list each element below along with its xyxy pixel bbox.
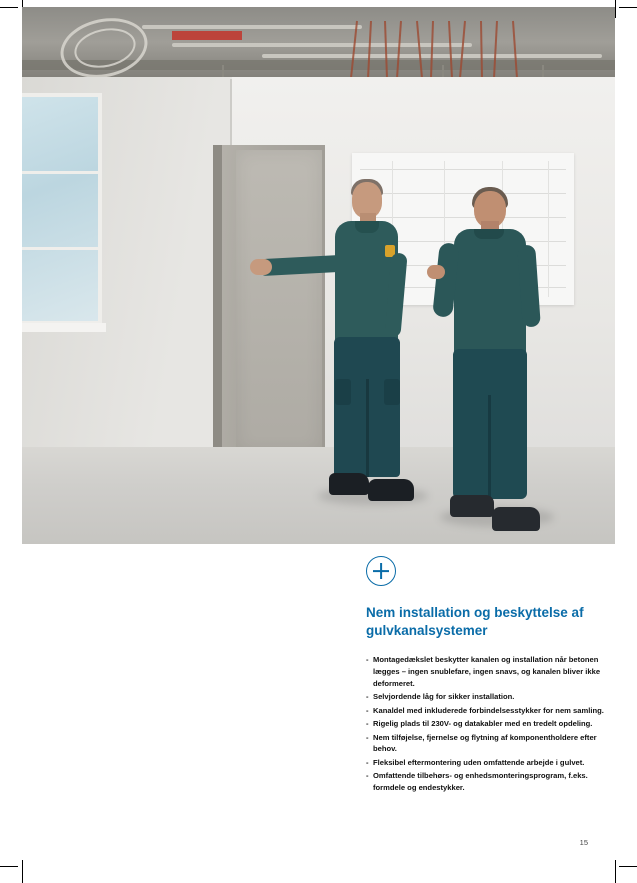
worker-shoe — [329, 473, 369, 495]
list-item: - Fleksibel eftermontering uden omfattende arbejde i gulvet. — [366, 757, 604, 769]
worker-shoe — [492, 507, 540, 531]
worker-collar — [474, 229, 504, 239]
worker-trouser-pocket — [384, 379, 400, 405]
worker-shoe — [450, 495, 494, 517]
list-item: - Montagedækslet beskytter kanalen og installation når betonen lægges – ingen snublefare, ingen snavs, og kanalen bliver ikke deformeret. — [366, 654, 604, 689]
list-item: - Rigelig plads til 230V- og datakabler med en tredelt opdeling. — [366, 718, 604, 730]
worker-hand — [250, 259, 272, 275]
worker-shoe — [368, 479, 414, 501]
red-ceiling-marker — [172, 31, 242, 40]
concrete-wall-panel-face — [236, 150, 322, 452]
crop-mark-right-bottom — [615, 860, 616, 883]
feature-list — [366, 654, 604, 793]
section-headline: Nem installation og beskyttelse af gulvkanalsystemer — [366, 605, 584, 639]
hero-photo — [22, 7, 615, 544]
list-item: - Nem tilføjelse, fjernelse og flytning af komponentholdere efter behov. — [366, 732, 604, 755]
crop-mark-right-top — [615, 0, 616, 18]
list-item: - Selvjordende låg for sikker installation. — [366, 691, 604, 703]
crop-mark-top-right — [619, 7, 637, 8]
worker-leg-seam — [366, 379, 369, 477]
window-sill — [22, 323, 106, 332]
crop-mark-top-left — [0, 7, 18, 8]
concrete-wall-panel-edge — [213, 145, 222, 460]
crop-mark-bottom-right — [619, 866, 637, 867]
crop-mark-bottom-left — [0, 866, 18, 867]
worker-polo-shirt — [454, 229, 526, 357]
list-item: - Kanaldel med inkluderede forbindelsesstykker for nem samling. — [366, 705, 604, 717]
worker-trouser-pocket — [335, 379, 351, 405]
crop-mark-left-bottom — [22, 860, 23, 883]
ceiling-pipe — [142, 25, 362, 29]
worker-hand — [427, 265, 445, 279]
list-item: - Omfattende tilbehørs- og enhedsmonteringsprogram, f.eks. formdele og endestykker. — [366, 770, 604, 793]
content-block — [366, 556, 604, 795]
worker-collar — [355, 221, 379, 233]
plus-circle-icon — [366, 556, 396, 586]
worker-leg-seam — [488, 395, 491, 499]
page-number: 15 — [579, 838, 588, 847]
window — [22, 93, 102, 325]
